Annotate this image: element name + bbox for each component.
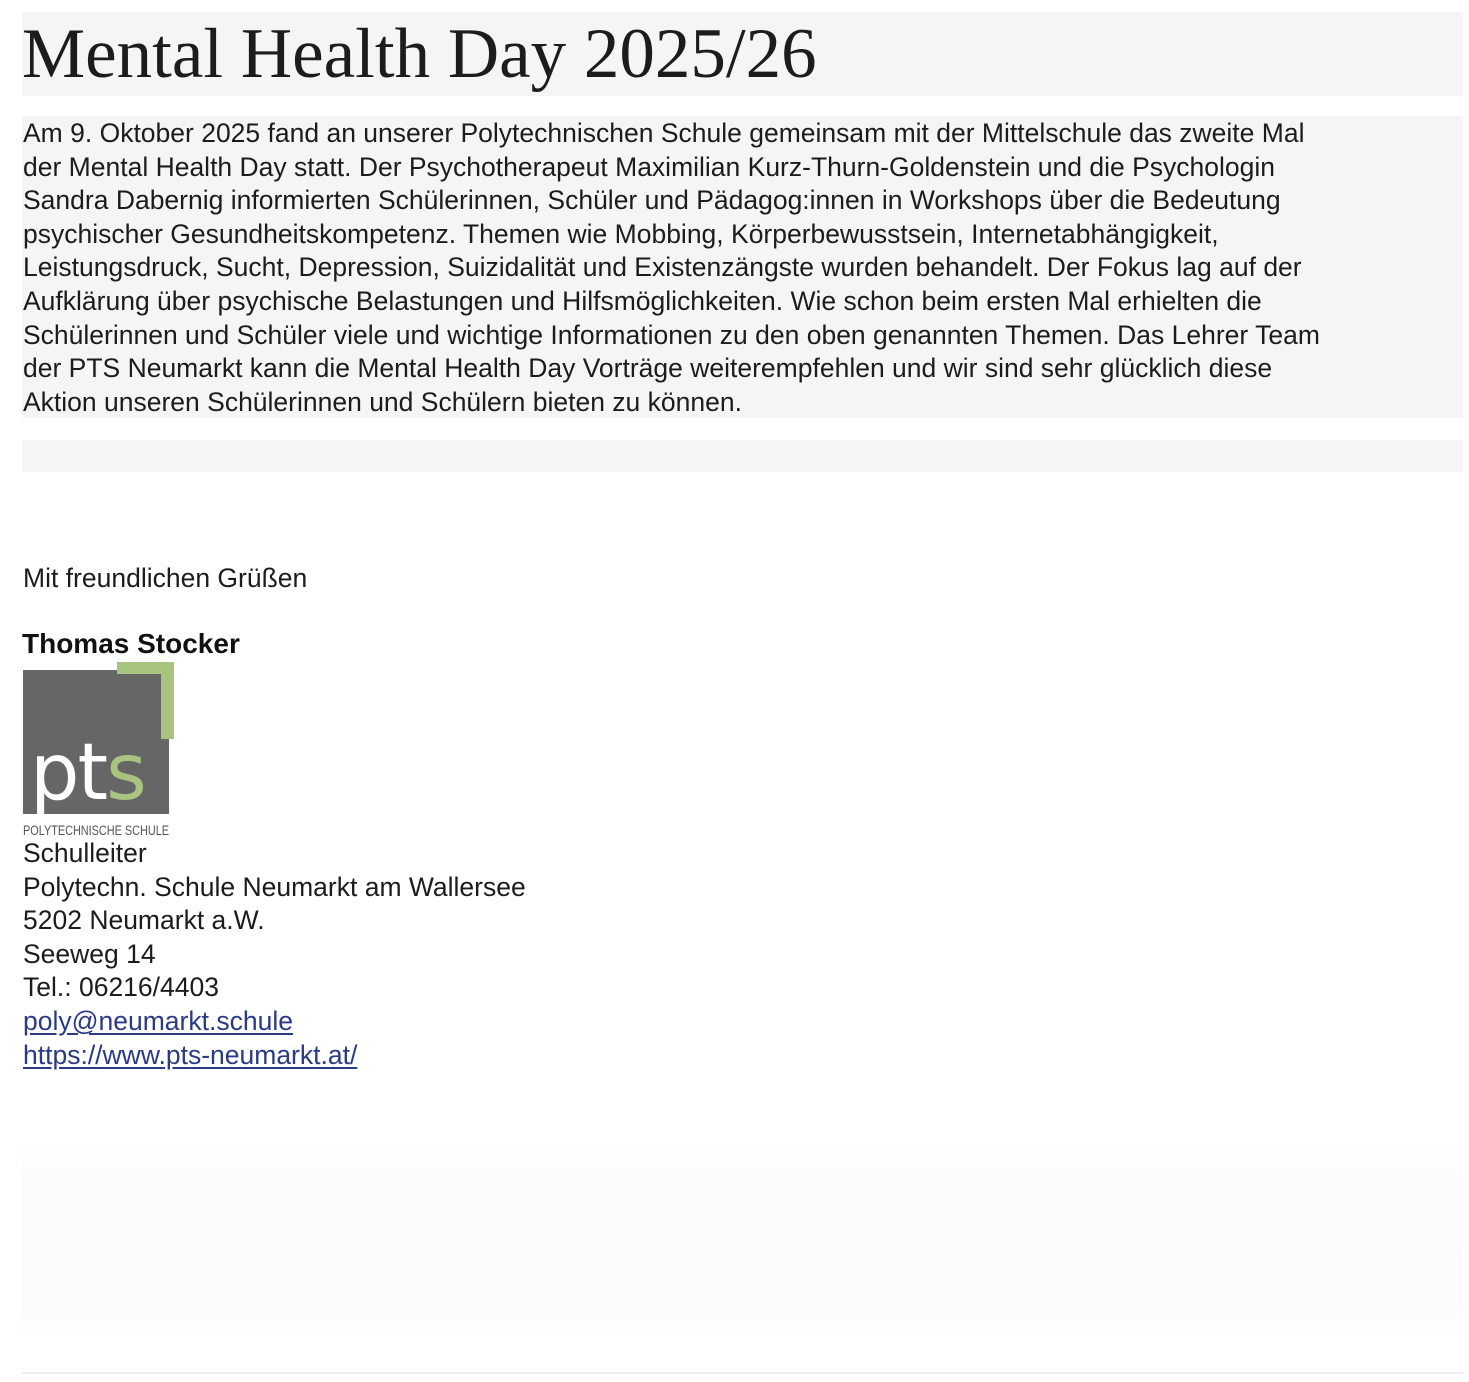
bottom-divider — [22, 1372, 1463, 1374]
body-line: Schülerinnen und Schüler viele und wichtige Informationen zu den oben genannten Themen. Das Lehrer Team — [23, 319, 1320, 350]
body-line: der PTS Neumarkt kann die Mental Health Day Vorträge weiterempfehlen und wir sind sehr glücklich diese — [23, 353, 1273, 384]
article-body — [23, 117, 1463, 419]
body-line: Sandra Dabernig informierten Schülerinnen, Schüler und Pädagog:innen in Workshops über die Bedeutung — [23, 185, 1281, 216]
signature-street: Seeweg 14 — [23, 938, 156, 969]
website-link[interactable]: https://www.pts-neumarkt.at/ — [23, 1039, 358, 1070]
closing-greeting: Mit freundlichen Grüßen — [23, 563, 308, 593]
empty-paragraph-band — [22, 440, 1463, 472]
signer-name: Thomas Stocker — [22, 628, 240, 659]
logo-caption: POLYTECHNISCHE SCHULE — [23, 823, 169, 838]
signature-website-row — [23, 1039, 526, 1073]
pts-logo — [22, 662, 176, 838]
page-title: Mental Health Day 2025/26 — [22, 15, 817, 93]
body-line: psychischer Gesundheitskompetenz. Themen wie Mobbing, Körperbewusstsein, Internetabhängigkeit, — [23, 218, 1219, 249]
signature-email-row — [23, 1005, 526, 1039]
logo-wordmark: pts — [30, 728, 145, 818]
signature-block — [23, 837, 526, 1072]
body-line: Aktion unseren Schülerinnen und Schülern bieten zu können. — [23, 386, 742, 417]
faded-footer-area — [22, 1140, 1463, 1340]
logo-accent-side — [161, 662, 174, 739]
body-line: Leistungsdruck, Sucht, Depression, Suizidalität und Existenzängste wurden behandelt. Der Fokus lag auf der — [23, 252, 1302, 283]
signature-role: Schulleiter — [23, 838, 147, 868]
signature-phone: Tel.: 06216/4403 — [23, 972, 219, 1003]
body-line: Am 9. Oktober 2025 fand an unserer Polytechnischen Schule gemeinsam mit der Mittelschule das zweite Mal — [23, 118, 1305, 148]
body-line: der Mental Health Day statt. Der Psychotherapeut Maximilian Kurz-Thurn-Goldenstein und die Psychologin — [23, 151, 1275, 182]
signature-school: Polytechn. Schule Neumarkt am Wallersee — [23, 871, 526, 902]
body-line: Aufklärung über psychische Belastungen und Hilfsmöglichkeiten. Wie schon beim ersten Mal erhielten die — [23, 285, 1262, 316]
email-link[interactable]: poly@neumarkt.schule — [23, 1005, 293, 1036]
signature-city: 5202 Neumarkt a.W. — [23, 905, 265, 936]
